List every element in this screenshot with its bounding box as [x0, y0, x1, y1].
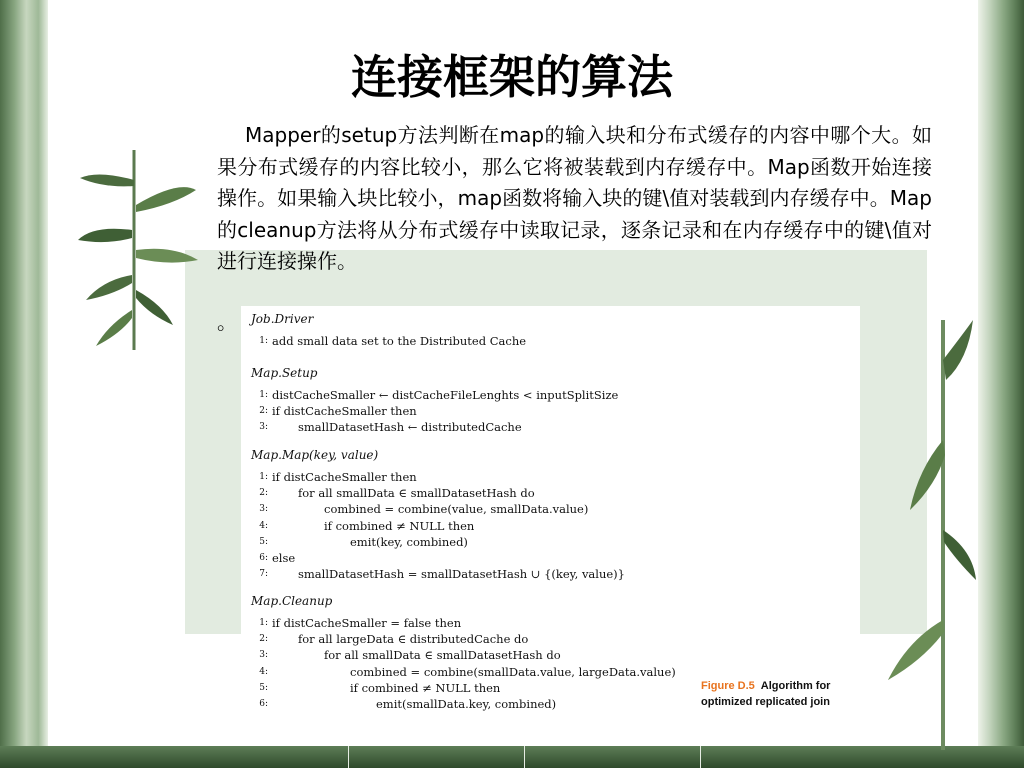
- algorithm-section-heading: Map.Setup: [251, 366, 318, 380]
- algorithm-line-number: 4:: [259, 666, 268, 677]
- algorithm-line-code: smallDatasetHash ← distributedCache: [298, 420, 522, 435]
- page-title: 连接框架的算法: [351, 50, 673, 104]
- algorithm-line-number: 1:: [259, 618, 268, 628]
- algorithm-line-code: if distCacheSmaller then: [272, 404, 417, 419]
- algorithm-line-number: 5:: [259, 536, 268, 547]
- algorithm-line-code: add small data set to the Distributed Cache: [272, 334, 527, 348]
- algorithm-section-heading: Job.Driver: [251, 312, 314, 326]
- algorithm-line-code: combined = combine(smallData.value, largeData.value): [350, 664, 676, 679]
- algorithm-line-code: if distCacheSmaller then: [272, 470, 417, 484]
- algorithm-figure: [241, 306, 860, 718]
- algorithm-line-number: 2:: [259, 488, 268, 499]
- algorithm-line-code: emit(key, combined): [350, 534, 468, 549]
- algorithm-line-code: for all smallData ∈ smallDatasetHash do: [324, 648, 561, 663]
- algorithm-line-number: 4:: [259, 520, 268, 531]
- algorithm-line-code: if distCacheSmaller = false then: [272, 616, 462, 630]
- algorithm-line-number: 1:: [259, 390, 268, 400]
- bamboo-right-decoration: [848, 320, 978, 750]
- algorithm-line-code: else: [272, 551, 296, 565]
- algorithm-line-number: 3:: [259, 504, 268, 515]
- algorithm-line-number: 6:: [259, 699, 268, 709]
- algorithm-line-number: 3:: [259, 650, 268, 661]
- algorithm-line-code: if combined ≠ NULL then: [350, 680, 501, 695]
- bottom-divider: [524, 746, 525, 768]
- algorithm-line-number: 3:: [259, 422, 268, 433]
- algorithm-line-code: for all largeData ∈ distributedCache do: [298, 632, 529, 647]
- algorithm-line-code: smallDatasetHash = smallDatasetHash ∪ {(key, value)}: [298, 567, 625, 582]
- punctuation-mark: 。: [217, 310, 237, 334]
- algorithm-line-code: for all smallData ∈ smallDatasetHash do: [298, 486, 535, 501]
- algorithm-line-number: 7:: [259, 569, 268, 580]
- algorithm-line-number: 6:: [259, 553, 268, 563]
- background-left-bamboo-strip: [0, 0, 48, 768]
- algorithm-line-number: 2:: [259, 634, 268, 645]
- bamboo-leaves-decoration: [78, 150, 238, 350]
- algorithm-line-code: if combined ≠ NULL then: [324, 518, 475, 533]
- body-paragraph: Mapper的setup方法判断在map的输入块和分布式缓存的内容中哪个大。如果分布式缓存的内容比较小，那么它将被装载到内存缓存中。Map函数开始连接操作。如果输入块比较小，map函数将输入块的键\值对装载到内存缓存中。Map的cleanup方法将从分布式缓存中读取记录，逐条记录和在内存缓存中的键\值对进行连接操作。: [217, 123, 932, 273]
- algorithm-line-number: 5:: [259, 682, 268, 693]
- algorithm-line-number: 1:: [259, 472, 268, 482]
- algorithm-section-heading: Map.Map(key, value): [251, 448, 379, 462]
- algorithm-line-code: combined = combine(value, smallData.value): [324, 502, 589, 517]
- bottom-divider: [348, 746, 349, 768]
- algorithm-line-number: 1:: [259, 336, 268, 346]
- algorithm-line-code: distCacheSmaller ← distCacheFileLenghts < inputSplitSize: [272, 388, 619, 402]
- figure-caption-text: Algorithm for optimized replicated join: [701, 680, 831, 708]
- algorithm-line-number: 2:: [259, 406, 268, 417]
- figure-caption: [701, 678, 861, 710]
- bottom-divider: [700, 746, 701, 768]
- algorithm-section-heading: Map.Cleanup: [251, 594, 333, 608]
- algorithm-line-code: emit(smallData.key, combined): [376, 697, 557, 711]
- background-right-bamboo-strip: [978, 0, 1024, 768]
- figure-number: Figure D.5: [701, 680, 755, 692]
